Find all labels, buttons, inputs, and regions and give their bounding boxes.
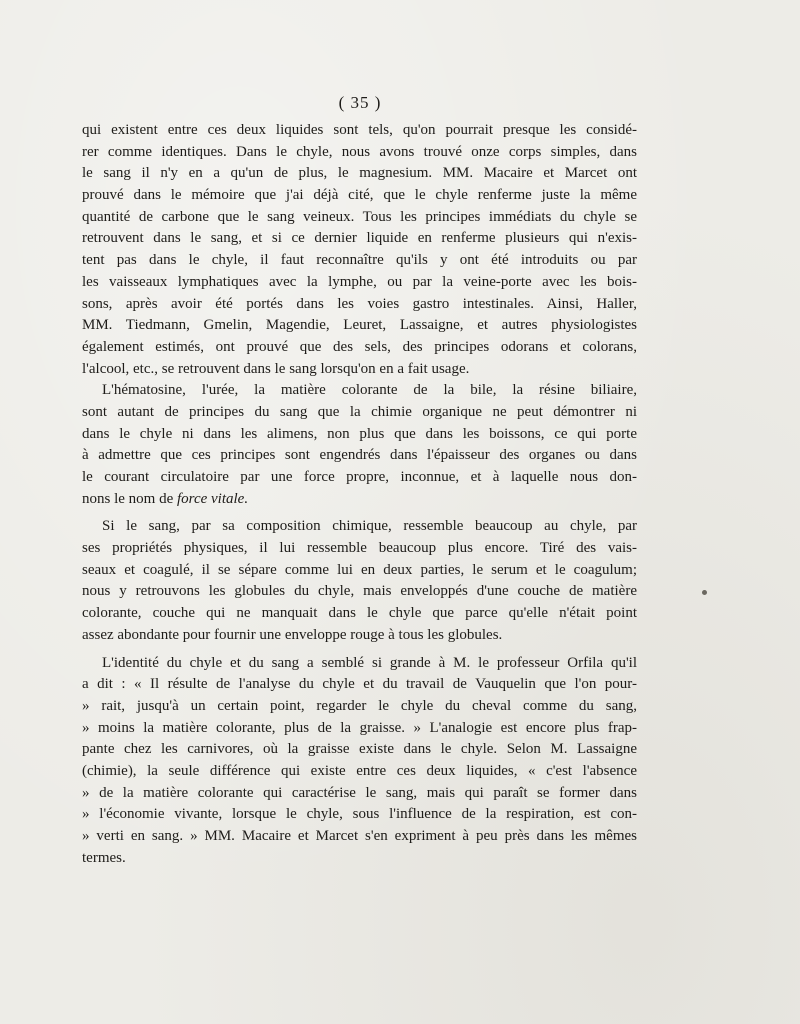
text-line: rer comme identiques. Dans le chyle, nous avons trouvé onze corps simples, dans bbox=[82, 143, 637, 160]
text-line: MM. Tiedmann, Gmelin, Magendie, Leuret, Lassaigne, et autres physiologistes bbox=[82, 317, 637, 334]
text-line: seaux et coagulé, il se sépare comme lui en deux parties, le serum et le coagulum; bbox=[82, 561, 637, 578]
paragraph-2 bbox=[82, 380, 637, 510]
text-line: le sang il n'y en a qu'un de plus, le magnesium. MM. Macaire et Marcet ont bbox=[82, 165, 637, 182]
text-line: assez abondante pour fournir une enveloppe rouge à tous les globules. bbox=[82, 626, 503, 643]
page-number: ( 35 ) bbox=[338, 93, 382, 112]
paragraph-4 bbox=[82, 653, 637, 870]
body-text bbox=[82, 120, 637, 869]
text-line: L'identité du chyle et du sang a semblé si grande à M. le professeur Orfila qu'il bbox=[102, 654, 637, 671]
text-line: tent pas dans le chyle, il faut reconnaître qu'ils y ont été introduits ou par bbox=[82, 252, 637, 269]
text-line bbox=[82, 489, 637, 511]
text-line: quantité de carbone que le sang veineux. Tous les principes immédiats du chyle se bbox=[82, 208, 637, 225]
text-line: sont autant de principes du sang que la chimie organique ne peut démontrer ni bbox=[82, 403, 637, 420]
text-line: prouvé dans le mémoire que j'ai déjà cité, que le chyle renferme juste la même bbox=[82, 187, 637, 204]
text-line: nous y retrouvons les globules du chyle, mais enveloppés d'une couche de matière bbox=[82, 583, 637, 600]
emphasis-text: force vitale. bbox=[177, 490, 249, 507]
text-line: » de la matière colorante qui caractérise le sang, mais qui paraît se former dans bbox=[82, 784, 637, 801]
text-line: l'alcool, etc., se retrouvent dans le sang lorsqu'on en a fait usage. bbox=[82, 360, 470, 377]
text-line: les vaisseaux lymphatiques avec la lymphe, ou par la veine-porte avec les bois- bbox=[82, 273, 637, 290]
text-line: sons, après avoir été portés dans les voies gastro intestinales. Ainsi, Haller, bbox=[82, 295, 637, 312]
text-line: pante chez les carnivores, où la graisse existe dans le chyle. Selon M. Lassaigne bbox=[82, 741, 637, 758]
text-line: » moins la matière colorante, plus de la graisse. » L'analogie est encore plus frap- bbox=[82, 719, 637, 736]
text-line: retrouvent dans le sang, et si ce dernier liquide en renferme plusieurs qui n'exis- bbox=[82, 230, 637, 247]
text-line: qui existent entre ces deux liquides sont tels, qu'on pourrait presque les considé- bbox=[82, 122, 637, 138]
text-line: L'hématosine, l'urée, la matière colorante de la bile, la résine biliaire, bbox=[102, 382, 637, 399]
text-line: à admettre que ces principes sont engendrés dans l'épaisseur des organes ou dans bbox=[82, 447, 637, 464]
text-line: (chimie), la seule différence qui existe entre ces deux liquides, « c'est l'absence bbox=[82, 762, 637, 779]
text-line-part: nons le nom de bbox=[82, 490, 174, 507]
text-line: termes. bbox=[82, 849, 126, 866]
text-line: Si le sang, par sa composition chimique, ressemble beaucoup au chyle, par bbox=[102, 518, 637, 535]
paragraph-3 bbox=[82, 516, 637, 646]
text-line: a dit : « Il résulte de l'analyse du chyle et du travail de Vauquelin que l'on pour- bbox=[82, 676, 637, 693]
text-line: » rait, jusqu'à un certain point, regarder le chyle du cheval comme du sang, bbox=[82, 697, 637, 714]
text-line: colorante, couche qui ne manquait dans le chyle que parce qu'elle n'était point bbox=[82, 605, 637, 622]
text-line: ses propriétés physiques, il lui ressemble beaucoup plus encore. Tiré des vais- bbox=[82, 540, 637, 557]
paper-speck bbox=[702, 590, 707, 595]
text-line: également estimés, ont prouvé que des sels, des principes odorans et colorans, bbox=[82, 338, 637, 355]
text-line: dans le chyle ni dans les alimens, non plus que dans les boissons, ce qui porte bbox=[82, 425, 637, 442]
text-line: le courant circulatoire par une force propre, inconnue, et à laquelle nous don- bbox=[82, 469, 637, 485]
paragraph-1 bbox=[82, 120, 637, 380]
text-line: » verti en sang. » MM. Macaire et Marcet s'en expriment à peu près dans les mêmes bbox=[82, 828, 637, 844]
text-line: » l'économie vivante, lorsque le chyle, sous l'influence de la respiration, est con- bbox=[82, 806, 637, 823]
